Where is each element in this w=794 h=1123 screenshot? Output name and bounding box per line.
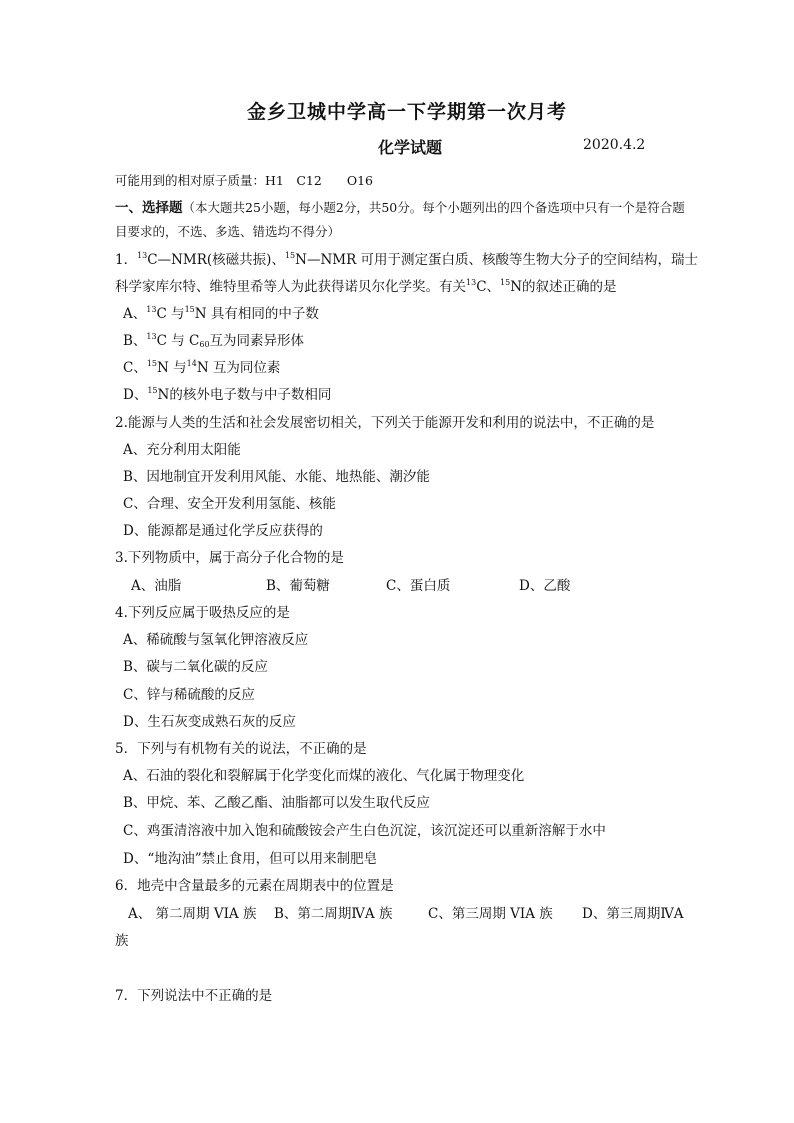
q1-sup-13b: 13 xyxy=(466,278,477,287)
q4-option-b[interactable]: B、碳与二氧化碳的反应 xyxy=(123,659,268,675)
q6-option-c[interactable]: C、第三周期 VIA 族 xyxy=(428,906,553,922)
q1-sup-15b: 15 xyxy=(500,278,511,287)
q3-option-b[interactable]: B、葡萄糖 xyxy=(266,578,330,594)
q1-text-c: N—NMR 可用于测定蛋白质、核酸等生物大分子的空间结构，瑞士 xyxy=(295,252,699,268)
question-4-stem: 4.下列反应属于吸热反应的是 xyxy=(115,605,290,621)
q1-option-d[interactable]: D、$^{15}$N的核外电子数与中子数相同 xyxy=(123,386,332,403)
q5-option-b[interactable]: B、甲烷、苯、乙酸乙酯、油脂都可以发生取代反应 xyxy=(123,795,430,811)
q1-number: 1． xyxy=(115,252,138,268)
section-1-instructions-2: 目要求的，不选、多选、错选均不得分） xyxy=(115,224,341,239)
question-3-stem: 3.下列物质中，属于高分子化合物的是 xyxy=(115,550,344,566)
q4-option-c[interactable]: C、锌与稀硫酸的反应 xyxy=(123,687,255,703)
exam-title: 金乡卫城中学高一下学期第一次月考 xyxy=(247,101,568,123)
q6-option-d-wrap: 族 xyxy=(115,933,129,949)
q1-text-2c: N的叙述正确的是 xyxy=(510,279,617,295)
q5-option-d[interactable]: D、“地沟油”禁止食用，但可以用来制肥皂 xyxy=(123,851,378,867)
section-1-line-1 xyxy=(115,196,685,216)
q2-option-b[interactable]: B、因地制宜开发利用风能、水能、地热能、潮汐能 xyxy=(123,469,430,485)
question-6-stem: 6．地壳中含量最多的元素在周期表中的位置是 xyxy=(115,878,394,894)
q4-option-d[interactable]: D、生石灰变成熟石灰的反应 xyxy=(123,714,296,730)
q5-option-a[interactable]: A、石油的裂化和裂解属于化学变化而煤的液化、气化属于物理变化 xyxy=(123,768,525,784)
question-7-stem: 7．下列说法中不正确的是 xyxy=(115,988,273,1004)
question-1-stem-line-1 xyxy=(115,248,698,268)
section-1-heading: 一、选择题 xyxy=(115,200,183,216)
q1-option-a[interactable]: A、$^{13}$C 与$^{15}$N 具有相同的中子数 xyxy=(123,305,319,322)
q3-option-d[interactable]: D、乙酸 xyxy=(519,578,571,594)
q1-text-2b: C、 xyxy=(476,279,501,295)
q4-option-a[interactable]: A、稀硫酸与氢氧化钾溶液反应 xyxy=(123,632,309,648)
q6-option-d[interactable]: D、第三周期ⅣA xyxy=(582,906,684,922)
subject-title: 化学试题 xyxy=(378,138,443,157)
section-1-instructions-1: （本大题共25小题，每小题2分，共50分。每个小题列出的四个备选项中只有一个是符合题 xyxy=(182,200,685,215)
question-5-stem: 5．下列与有机物有关的说法，不正确的是 xyxy=(115,741,367,757)
q5-option-c[interactable]: C、鸡蛋清溶液中加入饱和硫酸铵会产生白色沉淀，该沉淀还可以重新溶解于水中 xyxy=(123,823,606,839)
q2-option-c[interactable]: C、合理、安全开发利用氢能、核能 xyxy=(123,496,336,512)
question-2-stem: 2.能源与人类的生活和社会发展密切相关，下列关于能源开发和利用的说法中，不正确的是 xyxy=(115,415,655,431)
atomic-mass-line: 可能用到的相对原子质量：H1 C12 O16 xyxy=(115,173,373,188)
q1-sup-15: 15 xyxy=(284,251,296,260)
q1-option-b[interactable]: B、$^{13}$C 与 $C_{60}$互为同素异形体 xyxy=(123,332,305,349)
q1-sup-13: 13 xyxy=(137,251,148,260)
q3-option-a[interactable]: A、油脂 xyxy=(131,578,182,594)
q1-option-c[interactable]: C、$^{15}$N 与$^{14}$N 互为同位素 xyxy=(123,359,281,376)
q3-option-c[interactable]: C、蛋白质 xyxy=(386,578,451,594)
q2-option-a[interactable]: A、充分利用太阳能 xyxy=(123,442,241,458)
question-1-stem-line-2 xyxy=(115,275,617,295)
q6-option-b[interactable]: B、第二周期ⅣA 族 xyxy=(274,906,393,922)
q2-option-d[interactable]: D、能源都是通过化学反应获得的 xyxy=(123,523,323,539)
exam-date: 2020.4.2 xyxy=(583,137,646,153)
q1-text-b: C—NMR(核磁共振)、 xyxy=(147,252,285,268)
q1-text-2a: 科学家库尔特、维特里希等人为此获得诺贝尔化学奖。有关 xyxy=(115,279,466,295)
q6-option-a[interactable]: A、 第二周期 VIA 族 xyxy=(128,906,257,922)
